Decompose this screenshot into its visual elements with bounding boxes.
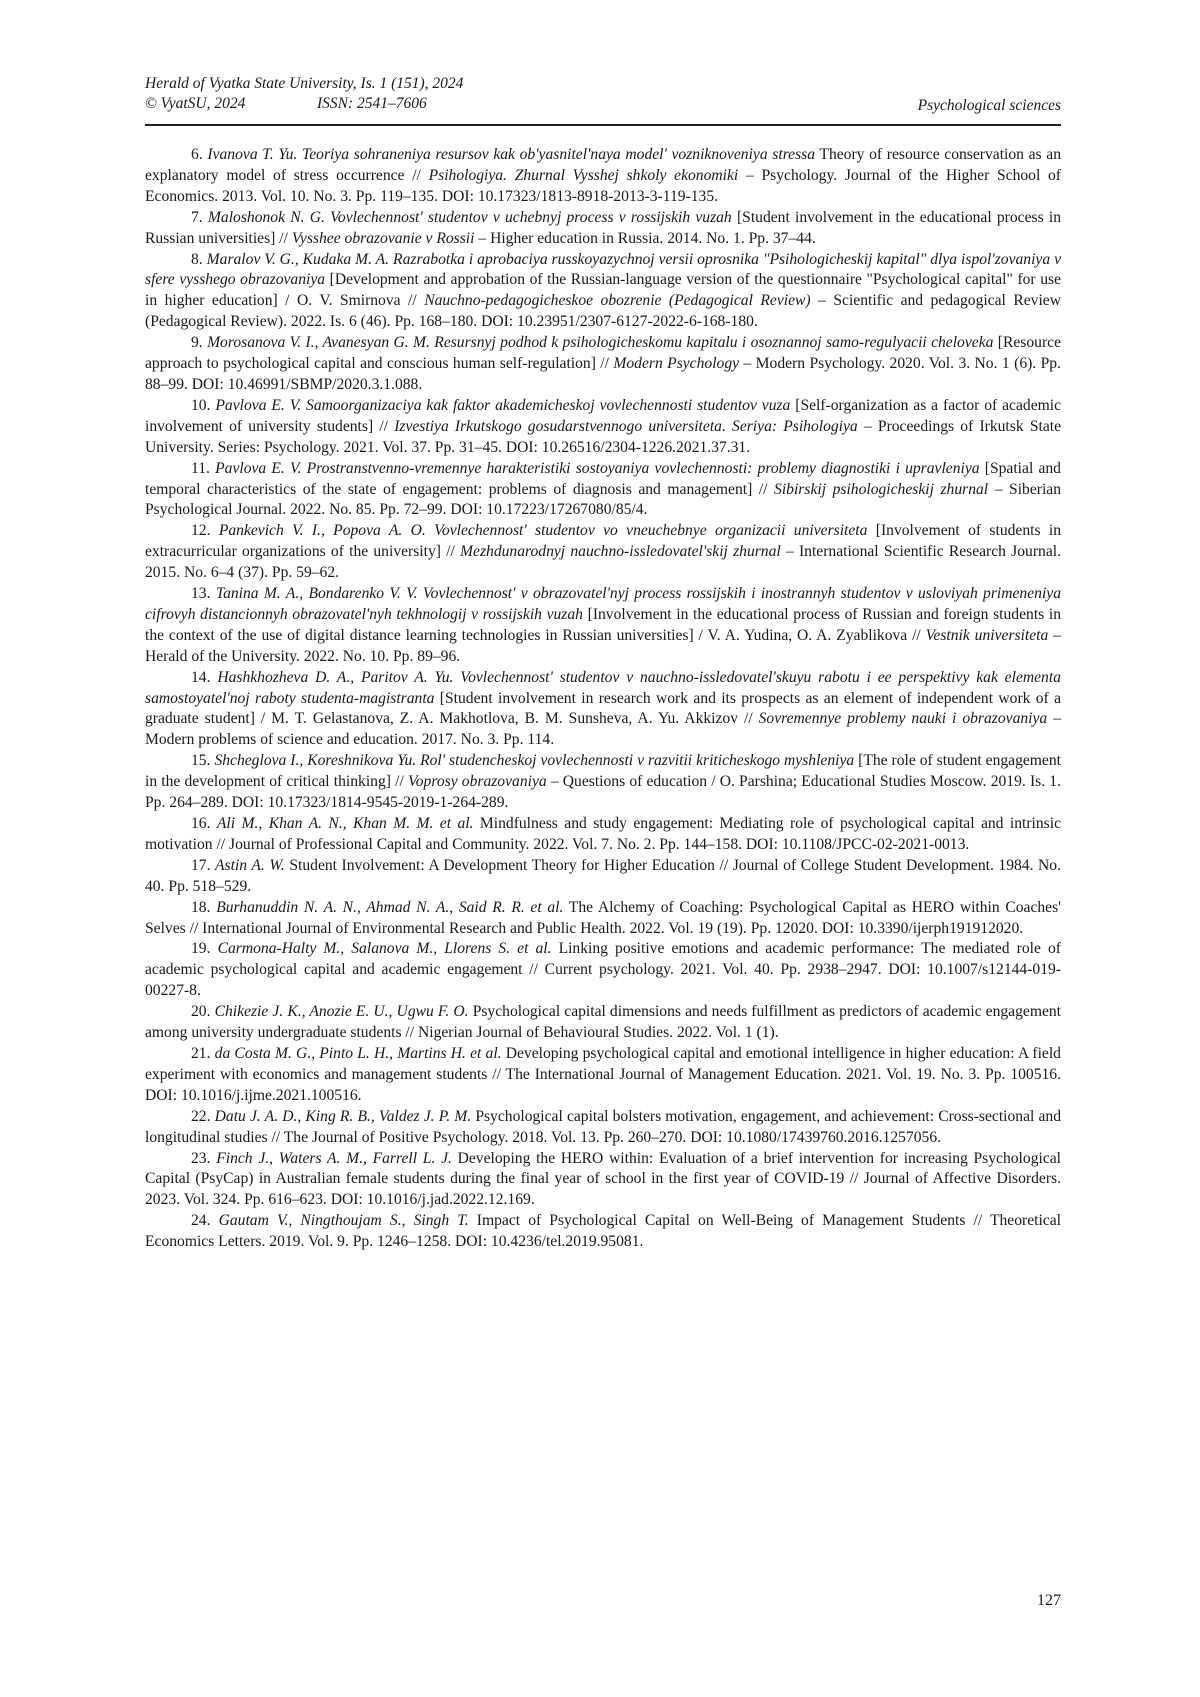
reference-number: 20. <box>191 1003 211 1021</box>
reference-details-end: – Siberian Psychological Journal. 2022. No. 85. Pp. 72–99. DOI: 10.17223/17267080/85/4. <box>145 480 1062 519</box>
reference-details-end: – International Scientific Research Journal. 2015. No. 6–4 (37). Pp. 59–62. <box>145 543 1061 582</box>
reference-item <box>145 521 1061 584</box>
reference-details: [Student involvement in the educational process in Russian universities] // <box>145 208 1061 247</box>
reference-authors: Ivanova T. Yu. <box>207 146 298 163</box>
reference-number: 10. <box>191 396 211 414</box>
reference-details: Developing the HERO within: Evaluation of a brief intervention for increasing Psychological Capital (PsyCap) in Australian female students during the final year of school in the first year of COVID-19 // Journal of Affective Disorders. 2023. Vol. 324. Pp. 616–623. DOI: 10.1016/j.jad.2022.12.169. <box>145 1149 1061 1209</box>
section-name: Psychological sciences <box>917 97 1061 114</box>
reference-details: [Resource approach to psychological capital and conscious human self-regulation] // <box>145 334 1061 373</box>
reference-item <box>145 459 1061 522</box>
reference-number: 17. <box>191 856 211 874</box>
reference-item <box>145 208 1061 250</box>
reference-details: Psychological capital bolsters motivation, engagement, and achievement: Cross-sectional and longitudinal studies // The Journal of Positive Psychology. 2018. Vol. 13. Pp. 260–270. DOI: 10.1080/17439760.2016.1257056. <box>145 1107 1061 1146</box>
reference-number: 8. <box>191 250 203 268</box>
reference-details: Student Involvement: A Development Theory for Higher Education // Journal of College Student Development. 1984. No. 40. Pp. 518–529. <box>145 856 1061 895</box>
reference-details: Psychological capital dimensions and needs fulfillment as predictors of academic engagement among university undergraduate students // Nigerian Journal of Behavioural Studies. 2022. Vol. 1 (1). <box>145 1003 1062 1042</box>
reference-source: Sibirskij psihologicheskij zhurnal <box>774 480 989 498</box>
reference-source: Nauchno-pedagogicheskoe obozrenie (Pedagogical Review) <box>424 292 811 310</box>
reference-source: Vysshee obrazovanie v Rossii <box>291 229 475 247</box>
reference-details: [Self-organization as a factor of academic involvement of university students] // <box>145 396 1061 435</box>
reference-authors: Maloshonok N. G. <box>207 208 325 226</box>
reference-item <box>145 584 1061 668</box>
journal-title: Herald of Vyatka State University, Is. 1 (151), 2024 <box>145 75 464 92</box>
reference-details-end: – Proceedings of Irkutsk State University. Series: Psychology. 2021. Vol. 37. Pp. 31–45. DOI: 10.26516/2304-1226.2021.37.31. <box>145 417 1061 456</box>
reference-source: Psihologiya. Zhurnal Vysshej shkoly ekonomiki <box>428 166 739 184</box>
reference-details: [Involvement in the educational process of Russian and foreign students in the context of the use of digital distance learning technologies in Russian universities] / V. A. Yudina, O. A. Zyablikova // <box>145 605 1061 644</box>
reference-details: Theory of resource conservation as an explanatory model of stress occurrence // <box>145 146 1062 184</box>
reference-source: Sovremennye problemy nauki i obrazovaniya <box>758 710 1048 728</box>
reference-details: Linking positive emotions and academic performance: The mediated role of academic psychological capital and academic engagement // Current psychology. 2021. Vol. 40. Pp. 2938–2947. DOI: 10.1007/s12144-019-00227-8. <box>145 940 1061 1000</box>
reference-item <box>145 333 1061 396</box>
reference-item <box>145 814 1061 856</box>
reference-item <box>145 1002 1061 1044</box>
reference-title: Vovlechennost' studentov v nauchno-issledovatel'skuyu rabotu i ee perspektivy kak elementa samostoyatel'noj raboty studenta-magistranta <box>145 668 1061 707</box>
reference-authors: Carmona-Halty M., Salanova M., Llorens S. et al. <box>217 940 552 958</box>
reference-title: Vovlechennost' studentov vo vneuchebnye organizacii universiteta <box>434 522 868 540</box>
reference-authors: Tanina M. A., Bondarenko V. V. <box>215 585 418 603</box>
reference-source: Voprosy obrazovaniya <box>407 773 547 791</box>
reference-details-end: – Herald of the University. 2022. No. 10. Pp. 89–96. <box>145 626 1061 665</box>
reference-item <box>145 751 1061 814</box>
reference-details-end: – Modern problems of science and education. 2017. No. 3. Pp. 114. <box>145 710 1061 749</box>
reference-number: 12. <box>191 522 211 540</box>
reference-details-end: – Scientific and pedagogical Review (Pedagogical Review). 2022. Is. 6 (46). Pp. 168–180. DOI: 10.23951/2307-6127-2022-6-168-180. <box>145 292 1061 331</box>
running-header <box>145 72 1061 126</box>
reference-details: [Development and approbation of the Russian-language version of the questionnaire "Psychological capital" for use in higher education] / O. V. Smirnova // <box>145 271 1061 310</box>
reference-number: 15. <box>191 752 211 770</box>
reference-item <box>145 668 1061 752</box>
reference-authors: Burhanuddin N. A. N., Ahmad N. A., Said R. R. et al. <box>216 898 564 916</box>
reference-authors: Gautam V., Ningthoujam S., Singh T. <box>218 1212 469 1230</box>
reference-item <box>145 250 1061 334</box>
reference-source: Modern Psychology <box>613 355 740 373</box>
reference-authors: Pankevich V. I., Popova A. O. <box>218 522 426 540</box>
reference-item <box>145 396 1061 459</box>
reference-authors: Astin A. W. <box>215 856 285 874</box>
reference-authors: Pavlova E. V. <box>215 396 302 414</box>
reference-number: 22. <box>191 1107 211 1125</box>
page-number: 127 <box>1037 1592 1061 1609</box>
reference-source: Izvestiya Irkutskogo gosudarstvennogo universiteta. Seriya: Psihologiya <box>394 417 858 435</box>
reference-details: Developing psychological capital and emotional intelligence in higher education: A field experiment with economics and management students // The International Journal of Management Education. 2021. Vol. 19. No. 3. Pp. 100516. DOI: 10.1016/j.ijme.2021.100516. <box>145 1044 1061 1104</box>
reference-number: 9. <box>191 334 203 352</box>
reference-item <box>145 1211 1061 1253</box>
reference-details-end: – Psychology. Journal of the Higher School of Economics. 2013. Vol. 10. No. 3. Pp. 119–135. DOI: 10.17323/1813-8918-2013-3-119-135. <box>145 166 1062 205</box>
issn: ISSN: 2541–7606 <box>317 95 427 112</box>
reference-details: The Alchemy of Coaching: Psychological Capital as HERO within Coaches' Selves // International Journal of Environmental Research and Public Health. 2022. Vol. 19 (19). Pp. 12020. DOI: 10.3390/ijerph191912020. <box>145 898 1061 937</box>
reference-title: Samoorganizaciya kak faktor akademicheskoj vovlechennosti studentov vuza <box>306 396 791 414</box>
reference-number: 21. <box>191 1044 211 1062</box>
reference-number: 19. <box>191 940 211 958</box>
reference-details: [The role of student engagement in the development of critical thinking] // <box>145 752 1061 791</box>
reference-list <box>145 145 1061 1253</box>
reference-number: 11. <box>191 459 210 477</box>
copyright: © VyatSU, 2024 <box>145 95 246 112</box>
reference-details-end: – Modern Psychology. 2020. Vol. 3. No. 1 (6). Pp. 88–99. DOI: 10.46991/SBMP/2020.3.1.088. <box>145 355 1061 393</box>
reference-details: Mindfulness and study engagement: Mediating role of psychological capital and intrinsic motivation // Journal of Professional Capital and Community. 2022. Vol. 7. No. 2. Pp. 144–158. DOI: 10.1108/JPCC-02-2021-0013. <box>145 815 1061 853</box>
reference-title: Rol' studencheskoj vovlechennosti v razvitii kriticheskogo myshleniya <box>420 752 855 770</box>
reference-title: Vovlechennost' studentov v uchebnyj process v rossijskih vuzah <box>330 208 732 226</box>
reference-item <box>145 939 1061 1002</box>
reference-authors: Maralov V. G., Kudaka M. A. <box>206 250 390 268</box>
reference-details: [Spatial and temporal characteristics of the state of engagement: problems of diagnosis and management] // <box>145 459 1061 498</box>
reference-details-end: – Higher education in Russia. 2014. No. 1. Pp. 37–44. <box>474 229 816 247</box>
reference-details: Impact of Psychological Capital on Well-Being of Management Students // Theoretical Economics Letters. 2019. Vol. 9. Pp. 1246–1258. DOI: 10.4236/tel.2019.95081. <box>145 1212 1061 1251</box>
reference-authors: Ali M., Khan A. N., Khan M. M. et al. <box>216 815 474 832</box>
reference-authors: Morosanova V. I., Avanesyan G. M. <box>207 334 430 352</box>
reference-authors: Shcheglova I., Koreshnikova Yu. <box>214 752 417 770</box>
reference-item <box>145 1149 1061 1212</box>
reference-item <box>145 1107 1061 1149</box>
reference-item <box>145 856 1061 898</box>
reference-number: 16. <box>191 815 211 832</box>
reference-item <box>145 898 1061 940</box>
reference-number: 24. <box>191 1212 211 1230</box>
reference-number: 23. <box>191 1149 211 1167</box>
reference-title: Prostranstvenno-vremennye harakteristiki sostoyaniya vovlechennosti: problemy diagnostiki i upravleniya <box>306 459 980 477</box>
reference-authors: Chikezie J. K., Anozie E. U., Ugwu F. O. <box>214 1003 469 1021</box>
reference-details: [Involvement of students in extracurricular organizations of the university] // <box>145 522 1061 561</box>
reference-number: 6. <box>191 146 203 163</box>
reference-authors: Datu J. A. D., King R. B., Valdez J. P. M. <box>214 1107 472 1125</box>
reference-details-end: – Questions of education / O. Parshina; Educational Studies Moscow. 2019. Is. 1. Pp. 264–289. DOI: 10.17323/1814-9545-2019-1-264-289. <box>145 773 1061 812</box>
reference-item <box>145 145 1061 208</box>
reference-source: Mezhdunarodnyj nauchno-issledovatel'skij zhurnal <box>460 543 781 561</box>
reference-number: 13. <box>191 585 211 603</box>
reference-source: Vestnik universiteta <box>925 626 1049 644</box>
reference-authors: da Costa M. G., Pinto L. H., Martins H. et al. <box>214 1044 502 1062</box>
reference-title: Razrabotka i aprobaciya russkoyazychnoj versii oprosnika "Psihologicheskij kapital" dlya ispol'zovaniya v sfere vysshego obrazovaniya <box>145 250 1062 289</box>
reference-title: Vovlechennost' v obrazovatel'nyj process rossijskih i inostrannyh studentov v usloviyah primeneniya cifrovyh distancionnyh obrazovatel'nyh tekhnologij v rossijskih vuzah <box>145 585 1061 623</box>
reference-authors: Finch J., Waters A. M., Farrell L. J. <box>216 1149 452 1167</box>
reference-authors: Hashkhozheva D. A., Paritov A. Yu. <box>217 668 454 686</box>
reference-number: 7. <box>191 208 203 226</box>
reference-authors: Pavlova E. V. <box>215 459 302 477</box>
reference-number: 14. <box>191 668 211 686</box>
reference-number: 18. <box>191 898 211 916</box>
reference-title: Resursnyj podhod k psihologicheskomu kapitalu i osoznannoj samo-regulyacii cheloveka <box>434 334 994 352</box>
reference-title: Teoriya sohraneniya resursov kak ob'yasnitel'naya model' vozniknoveniya stressa <box>302 146 816 163</box>
reference-details: [Student involvement in research work and its prospects as an element of independent work of a graduate student] / M. T. Gelastanova, Z. A. Makhotlova, B. M. Sunsheva, A. Yu. Akkizov // <box>145 689 1061 728</box>
reference-item <box>145 1044 1061 1107</box>
